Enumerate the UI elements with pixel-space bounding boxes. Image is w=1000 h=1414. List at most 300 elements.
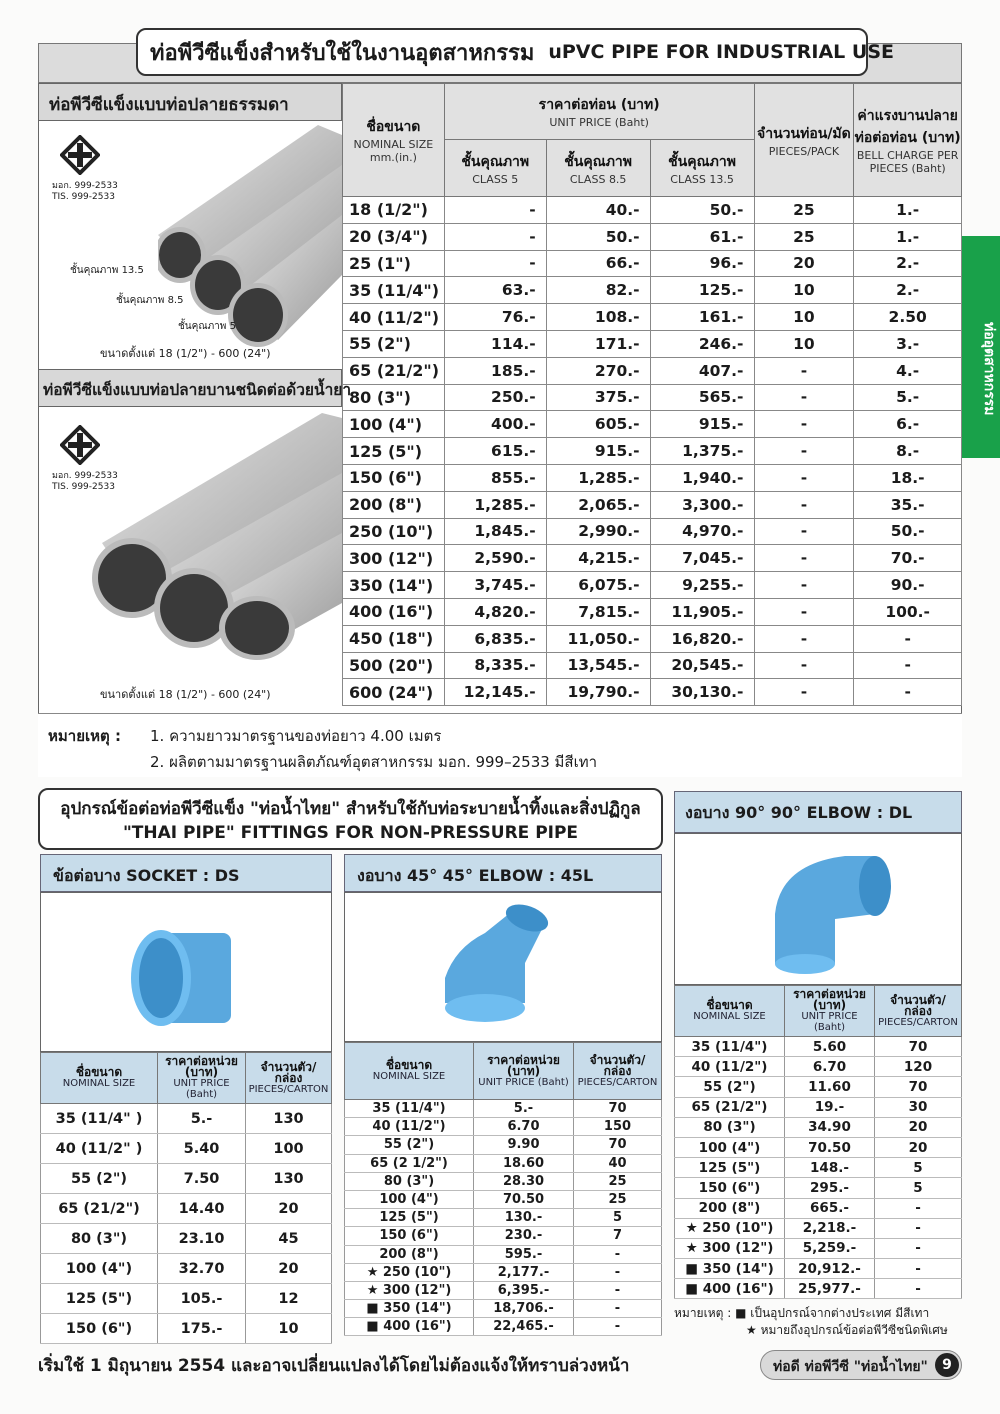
price-row-cell: 615.- [444,438,546,465]
elbow45-row [345,1172,662,1190]
elbow45-row-cell: 200 (8") [345,1245,474,1263]
price-row-cell: 1,285.- [546,464,650,491]
price-row-cell: 400.- [444,411,546,438]
elbow90-row-cell: 120 [875,1057,962,1077]
price-row-cell: - [444,250,546,277]
price-row-cell: 150 (6") [343,464,445,491]
elbow90-row-cell: 70 [875,1037,962,1057]
bell-tis-en: TIS. 999-2533 [52,482,115,492]
legend-square: ■ เป็นอุปกรณ์จากต่างประเทศ มีสีเทา [735,1306,930,1320]
elbow90-row-cell: 5 [875,1158,962,1178]
socket-row-cell: 100 [246,1134,332,1164]
elbow45-row-cell: 150 (6") [345,1227,474,1245]
price-row-cell: 40 (11/2") [343,304,445,331]
price-row [343,679,962,706]
price-row-cell: 80 (3") [343,384,445,411]
col-pieces: จำนวนท่อน/มัด PIECES/PACK [754,84,854,197]
price-row-cell: 11,050.- [546,625,650,652]
elbow45-row-cell: - [574,1300,662,1318]
price-row-cell: 4.- [854,357,962,384]
elbow90-row-cell: 20,912.- [785,1259,875,1279]
elbow45-row-cell: 6.70 [474,1118,574,1136]
price-row-cell: 2.- [854,277,962,304]
price-row-cell: 250 (10") [343,518,445,545]
elbow45-row-cell: ★ 300 (12") [345,1281,474,1299]
price-row-cell: 100.- [854,598,962,625]
elbow45-row [345,1281,662,1299]
price-row [343,545,962,572]
price-row-cell: 18 (1/2") [343,197,445,224]
elbow90-row [675,1077,962,1097]
elbow45-row-cell: 2,177.- [474,1263,574,1281]
elbow45-row-cell: 28.30 [474,1172,574,1190]
price-row-cell: 20,545.- [650,652,754,679]
bell-size-range: ขนาดตั้งแต่ 18 (1/2") - 600 (24") [100,688,271,701]
elbow45-row [345,1136,662,1154]
price-row-cell: 915.- [546,438,650,465]
notes-section [38,713,962,777]
plain-tis-th: มอก. 999-2533 [52,181,118,191]
note-1: 1. ความยาวมาตรฐานของท่อยาว 4.00 เมตร [150,727,442,745]
price-row-cell: 10 [754,277,854,304]
price-row-cell: - [754,411,854,438]
elbow45-row-cell: - [574,1245,662,1263]
elbow45-row-cell: 130.- [474,1209,574,1227]
elbow45-row [345,1245,662,1263]
price-row [343,464,962,491]
elbow90-row [675,1238,962,1258]
elbow90-row [675,1097,962,1117]
title-thai: ท่อพีวีซีแข็งสำหรับใช้ในงานอุตสาหกรรม [150,40,535,66]
price-row-cell: 7,815.- [546,598,650,625]
pipe-images-panel [38,83,352,713]
class-label-13-5: ชั้นคุณภาพ 13.5 [70,265,144,276]
price-row-cell: 35 (11/4") [343,277,445,304]
price-row [343,652,962,679]
price-row [343,197,962,224]
socket-row [41,1314,332,1344]
elbow45-row [345,1154,662,1172]
elbow45-row [345,1318,662,1336]
elbow90-image-panel [674,833,962,985]
elbow45-row-cell: 9.90 [474,1136,574,1154]
price-row-cell: 171.- [546,330,650,357]
elbow45-row-cell: - [574,1281,662,1299]
elbow90-row-cell: 11.60 [785,1077,875,1097]
footer-note: เริ่มใช้ 1 มิถุนายน 2554 และอาจเปลี่ยนแปลงได้โดยไม่ต้องแจ้งให้ทราบล่วงหน้า [38,1356,630,1376]
price-row-cell: 375.- [546,384,650,411]
elbow45-row-cell: 5 [574,1209,662,1227]
socket-row [41,1104,332,1134]
elbow45-row-cell: 22,465.- [474,1318,574,1336]
price-row-cell: 35.- [854,491,962,518]
elbow45-row [345,1118,662,1136]
elbow45-table: ชื่อขนาด NOMINAL SIZE ราคาต่อหน่วย (บาท) UNIT PRICE (Baht) จำนวนตัว/กล่อง PIECES/CARTON 35 (11/4") 5.- 70 40 (11/2") 6.70 150 55 (2") 9.90 70 65 (2 1/2") 18.60 40 80 (3") 28.30 25 100 (4") 70.50 25 125 (5") 130.- 5 150 (6") 230.- 7 200 (8") 595.- - ★ 250 (10") 2,177.- - ★ 300 (12") 6,395.- - ■ 350 (14") 18,706.- - ■ 400 (16") 22,465.- - [344,1042,662,1336]
socket-row-cell: 125 (5") [41,1284,158,1314]
price-row-cell: 250.- [444,384,546,411]
socket-row-cell: 32.70 [158,1254,246,1284]
price-row-cell: 20 (3/4") [343,223,445,250]
price-row-cell: 4,820.- [444,598,546,625]
socket-row-cell: 23.10 [158,1224,246,1254]
elbow90-row-cell: 25,977.- [785,1279,875,1299]
price-row-cell: 3,745.- [444,572,546,599]
price-row-cell: 2,065.- [546,491,650,518]
price-row-cell: 30,130.- [650,679,754,706]
price-row-cell: 50.- [546,223,650,250]
socket-row-cell: 14.40 [158,1194,246,1224]
col-price: ราคาต่อท่อน (บาท) UNIT PRICE (Baht) [444,84,754,140]
plain-size-range: ขนาดตั้งแต่ 18 (1/2") - 600 (24") [100,347,271,360]
price-row-cell: 161.- [650,304,754,331]
price-row-cell: 55 (2") [343,330,445,357]
price-row-cell: 1,845.- [444,518,546,545]
elbow45-row-cell: 40 [574,1154,662,1172]
price-row-cell: - [754,625,854,652]
price-row-cell: - [754,491,854,518]
price-row-cell: 4,215.- [546,545,650,572]
price-row [343,625,962,652]
elbow45-row [345,1300,662,1318]
price-row-cell: 63.- [444,277,546,304]
elbow45-row-cell: 7 [574,1227,662,1245]
price-row-cell: - [754,598,854,625]
footer-brand-text: ท่อดี ท่อพีวีซี "ท่อน้ำไทย" [773,1359,928,1375]
elbow90-row-cell: - [875,1279,962,1299]
socket-row-cell: 100 (4") [41,1254,158,1284]
price-row-cell: 350 (14") [343,572,445,599]
price-row-cell: 300 (12") [343,545,445,572]
price-row-cell: - [854,625,962,652]
price-row-cell: 6.- [854,411,962,438]
elbow45-row-cell: 6,395.- [474,1281,574,1299]
price-row-cell: 9,255.- [650,572,754,599]
price-row-cell: 90.- [854,572,962,599]
elbow45-row-cell: 595.- [474,1245,574,1263]
elbow90-row-cell: 200 (8") [675,1198,785,1218]
col-size: ชื่อขนาด NOMINAL SIZE mm.(in.) [343,84,445,197]
price-row-cell: 5.- [854,384,962,411]
elbow45-row-cell: 35 (11/4") [345,1100,474,1118]
price-row-cell: 10 [754,304,854,331]
elbow90-row-cell: 6.70 [785,1057,875,1077]
socket-heading: ข้อต่อบาง SOCKET : DS [40,854,332,892]
socket-row-cell: 10 [246,1314,332,1344]
side-tab[interactable]: ท่ออุตสาหกรรม [962,236,1000,458]
class-label-8-5: ชั้นคุณภาพ 8.5 [116,295,184,306]
elbow90-row-cell: ■ 400 (16") [675,1279,785,1299]
price-row-cell: 6,835.- [444,625,546,652]
price-row-cell: 18.- [854,464,962,491]
price-row-cell: 1.- [854,223,962,250]
fittings-title [38,788,663,850]
price-row [343,277,962,304]
elbow45-row-cell: 70 [574,1100,662,1118]
elbow90-row-cell: ★ 250 (10") [675,1218,785,1238]
elbow90-row-cell: 80 (3") [675,1117,785,1137]
bell-tis-th: มอก. 999-2533 [52,471,118,481]
elbow90-row-cell: 295.- [785,1178,875,1198]
price-row-cell: - [754,464,854,491]
price-row-cell: 3,300.- [650,491,754,518]
elbow90-row-cell: 125 (5") [675,1158,785,1178]
elbow45-row-cell: 25 [574,1190,662,1208]
socket-row-cell: 5.40 [158,1134,246,1164]
price-row [343,250,962,277]
elbow90-row-cell: 70 [875,1077,962,1097]
socket-image-panel [40,892,332,1052]
pipe-price-table [342,83,962,706]
elbow45-image [345,893,663,1043]
price-row-cell: 450 (18") [343,625,445,652]
socket-row-cell: 20 [246,1194,332,1224]
socket-row-cell: 80 (3") [41,1224,158,1254]
socket-row [41,1254,332,1284]
price-row-cell: 12,145.- [444,679,546,706]
elbow90-row-cell: 2,218.- [785,1218,875,1238]
price-row-cell: 10 [754,330,854,357]
elbow45-row-cell: 125 (5") [345,1209,474,1227]
price-row-cell: 400 (16") [343,598,445,625]
elbow90-row-cell: 30 [875,1097,962,1117]
elbow45-image-panel [344,892,662,1042]
plain-tis-en: TIS. 999-2533 [52,192,115,202]
price-row-cell: 2,590.- [444,545,546,572]
price-row-cell: 855.- [444,464,546,491]
elbow90-row-cell: - [875,1218,962,1238]
elbow45-row-cell: ★ 250 (10") [345,1263,474,1281]
fittings-legend [674,1305,974,1339]
price-row-cell: 66.- [546,250,650,277]
socket-row-cell: 40 (11/2" ) [41,1134,158,1164]
elbow90-heading: งอบาง 90° 90° ELBOW : DL [674,791,962,833]
price-row-cell: 6,075.- [546,572,650,599]
price-row [343,304,962,331]
socket-table: ชื่อขนาด NOMINAL SIZE ราคาต่อหน่วย (บาท) UNIT PRICE (Baht) จำนวนตัว/กล่อง PIECES/CARTON 35 (11/4" ) 5.- 130 40 (11/2" ) 5.40 100 55 (2") 7.50 130 65 (21/2") 14.40 20 80 (3") 23.10 45 100 (4") 32.70 20 125 (5") 105.- 12 150 (6") 175.- 10 [40,1052,332,1344]
price-row-cell: 20 [754,250,854,277]
fittings-title-en: "THAI PIPE" FITTINGS FOR NON-PRESSURE PIPE [122,823,579,843]
price-row-cell: 7,045.- [650,545,754,572]
price-row-cell: 2,990.- [546,518,650,545]
socket-row-cell: 45 [246,1224,332,1254]
socket-row-cell: 35 (11/4" ) [41,1104,158,1134]
price-row-cell: 1,375.- [650,438,754,465]
col-class-5: ชั้นคุณภาพ CLASS 5 [444,140,546,197]
socket-row-cell: 130 [246,1104,332,1134]
socket-row [41,1284,332,1314]
note-2: 2. ผลิตตามมาตรฐานผลิตภัณฑ์อุตสาหกรรม มอก. 999–2533 มีสีเทา [150,753,598,771]
price-row-cell: - [854,652,962,679]
socket-row-cell: 65 (21/2") [41,1194,158,1224]
elbow45-row-cell: 70 [574,1136,662,1154]
socket-row [41,1194,332,1224]
elbow45-row-cell: 150 [574,1118,662,1136]
socket-image [41,893,333,1053]
price-row-cell: 2.- [854,250,962,277]
price-row [343,411,962,438]
elbow90-row [675,1279,962,1299]
elbow90-row-cell: - [875,1238,962,1258]
elbow45-heading: งอบาง 45° 45° ELBOW : 45L [344,854,662,892]
price-row-cell: - [444,197,546,224]
elbow45-row [345,1190,662,1208]
price-row-cell: - [754,384,854,411]
price-row-cell: - [754,652,854,679]
price-row-cell: - [754,679,854,706]
price-row-cell: 8.- [854,438,962,465]
elbow45-row-cell: - [574,1318,662,1336]
price-row-cell: 4,970.- [650,518,754,545]
elbow90-row-cell: ★ 300 (12") [675,1238,785,1258]
elbow45-row-cell: 40 (11/2") [345,1118,474,1136]
price-row-cell: 565.- [650,384,754,411]
col-class-13-5: ชั้นคุณภาพ CLASS 13.5 [650,140,754,197]
elbow90-row [675,1158,962,1178]
price-row-cell: 108.- [546,304,650,331]
elbow90-row-cell: 20 [875,1117,962,1137]
price-row-cell: 25 (1") [343,250,445,277]
bell-pipes-image [82,413,342,663]
price-row-cell: 246.- [650,330,754,357]
price-row [343,491,962,518]
socket-row-cell: 20 [246,1254,332,1284]
elbow90-row-cell: 19.- [785,1097,875,1117]
plain-pipe-heading: ท่อพีวีซีแข็งแบบท่อปลายธรรมดา [38,83,342,121]
price-row-cell: 1,285.- [444,491,546,518]
price-row-cell: 96.- [650,250,754,277]
price-row-cell: - [754,572,854,599]
price-row-cell: 50.- [650,197,754,224]
socket-row-cell: 175.- [158,1314,246,1344]
price-row [343,357,962,384]
socket-row-cell: 12 [246,1284,332,1314]
price-row-cell: 605.- [546,411,650,438]
price-row [343,223,962,250]
price-row [343,438,962,465]
socket-row-cell: 55 (2") [41,1164,158,1194]
elbow90-row-cell: 100 (4") [675,1137,785,1157]
col-class-8-5: ชั้นคุณภาพ CLASS 8.5 [546,140,650,197]
elbow90-row-cell: 55 (2") [675,1077,785,1097]
price-row [343,572,962,599]
price-row-cell: - [854,679,962,706]
elbow90-row-cell: 20 [875,1137,962,1157]
elbow45-row-cell: ■ 350 (14") [345,1300,474,1318]
elbow90-row-cell: 35 (11/4") [675,1037,785,1057]
price-row-cell: 8,335.- [444,652,546,679]
elbow90-row-cell: 34.90 [785,1117,875,1137]
elbow90-row [675,1259,962,1279]
elbow90-row-cell: 150 (6") [675,1178,785,1198]
elbow45-row-cell: 70.50 [474,1190,574,1208]
price-row-cell: 100 (4") [343,411,445,438]
socket-row [41,1164,332,1194]
price-row-cell: 16,820.- [650,625,754,652]
elbow90-row [675,1057,962,1077]
elbow90-row [675,1198,962,1218]
elbow45-row [345,1263,662,1281]
price-row-cell: - [754,357,854,384]
price-row-cell: 19,790.- [546,679,650,706]
price-row-cell: 1.- [854,197,962,224]
price-row-cell: 25 [754,223,854,250]
price-row [343,330,962,357]
tis-logo-icon [60,135,100,175]
elbow45-row-cell: 55 (2") [345,1136,474,1154]
price-row-cell: 70.- [854,545,962,572]
elbow90-image [675,834,963,986]
page-title [136,28,894,76]
price-row [343,384,962,411]
bell-pipe-heading: ท่อพีวีซีแข็งแบบท่อปลายบานชนิดต่อด้วยน้ำยา [38,369,342,407]
class-label-5: ชั้นคุณภาพ 5 [178,321,236,332]
price-row-cell: 185.- [444,357,546,384]
elbow45-row-cell: ■ 400 (16") [345,1318,474,1336]
price-row-cell: 1,940.- [650,464,754,491]
price-row-cell: - [444,223,546,250]
elbow90-row [675,1218,962,1238]
price-row-cell: 2.50 [854,304,962,331]
price-row-cell: 500 (20") [343,652,445,679]
price-row-cell: 13,545.- [546,652,650,679]
elbow90-row [675,1117,962,1137]
elbow45-row [345,1209,662,1227]
elbow90-row-cell: 70.50 [785,1137,875,1157]
price-row-cell: 125.- [650,277,754,304]
elbow45-row-cell: 80 (3") [345,1172,474,1190]
elbow90-row-cell: 5 [875,1178,962,1198]
elbow45-row-cell: - [574,1263,662,1281]
elbow90-row-cell: ■ 350 (14") [675,1259,785,1279]
elbow45-row-cell: 18.60 [474,1154,574,1172]
socket-row-cell: 7.50 [158,1164,246,1194]
elbow45-row [345,1100,662,1118]
elbow45-row [345,1227,662,1245]
elbow90-row [675,1137,962,1157]
price-row [343,518,962,545]
price-row-cell: 125 (5") [343,438,445,465]
elbow90-row-cell: 5,259.- [785,1238,875,1258]
elbow90-row-cell: 665.- [785,1198,875,1218]
elbow90-row-cell: - [875,1259,962,1279]
price-row-cell: 11,905.- [650,598,754,625]
price-row-cell: 76.- [444,304,546,331]
elbow90-row-cell: - [875,1198,962,1218]
elbow90-row-cell: 5.60 [785,1037,875,1057]
notes-label: หมายเหตุ : [48,727,121,745]
price-row-cell: 114.- [444,330,546,357]
elbow90-row-cell: 65 (21/2") [675,1097,785,1117]
elbow45-row-cell: 5.- [474,1100,574,1118]
price-row-cell: 270.- [546,357,650,384]
elbow90-row-cell: 40 (11/2") [675,1057,785,1077]
price-row-cell: 25 [754,197,854,224]
price-row-cell: 407.- [650,357,754,384]
socket-row-cell: 150 (6") [41,1314,158,1344]
socket-row [41,1224,332,1254]
price-row-cell: 50.- [854,518,962,545]
col-bell-charge: ค่าแรงบานปลาย ท่อต่อท่อน (บาท) BELL CHARGE PER PIECES (Baht) [854,84,962,197]
elbow45-row-cell: 230.- [474,1227,574,1245]
price-row-cell: - [754,438,854,465]
elbow45-row-cell: 65 (2 1/2") [345,1154,474,1172]
price-row-cell: 915.- [650,411,754,438]
elbow90-row-cell: 148.- [785,1158,875,1178]
legend-star: ★ หมายถึงอุปกรณ์ข้อต่อพีวีซีชนิดพิเศษ [746,1323,948,1337]
title-english: uPVC PIPE FOR INDUSTRIAL USE [548,41,894,63]
price-row-cell: 40.- [546,197,650,224]
elbow45-row-cell: 25 [574,1172,662,1190]
